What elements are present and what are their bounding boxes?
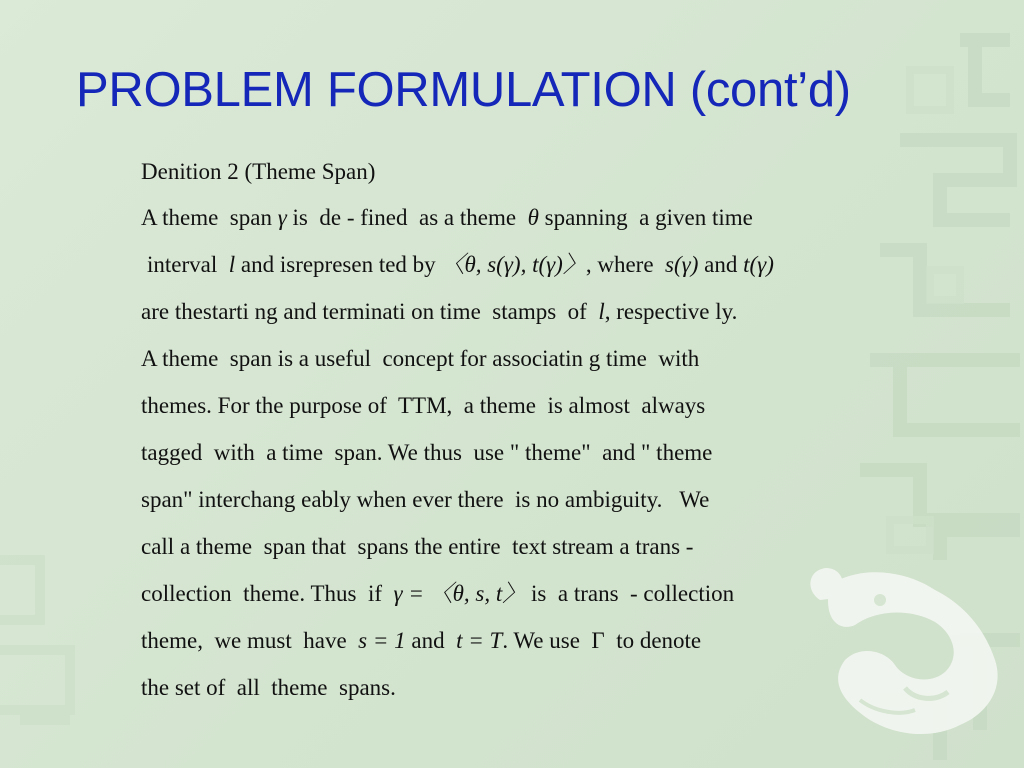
body-line-4 [141, 335, 901, 382]
text-segment: themes. For the purpose of TTM, a theme is almost always [141, 393, 706, 418]
text-segment: and isrepresen ted by [235, 252, 442, 277]
text-segment: , respective ly. [604, 299, 738, 324]
text-segment: is a trans - collection [525, 581, 735, 606]
text-segment: and [698, 252, 744, 277]
text-segment: A theme span [141, 205, 278, 230]
text-segment: spanning a given time [538, 205, 753, 230]
math-segment: s(γ) [665, 252, 699, 277]
text-segment: collection theme. Thus if [141, 581, 394, 606]
text-segment: the set of all theme spans. [141, 675, 396, 700]
body-line-9 [141, 570, 901, 617]
math-segment: l [598, 299, 605, 324]
math-segment: t(γ) [743, 252, 774, 277]
body-line-3 [141, 288, 901, 335]
text-segment: and [405, 628, 457, 653]
text-segment: span" interchang eably when ever there is no ambiguity. We [141, 487, 710, 512]
body-line-10 [141, 617, 901, 664]
text-segment: is de - fined as a theme [286, 205, 528, 230]
text-segment: A theme span is a useful concept for associatin g time with [141, 346, 700, 371]
text-segment: are thestarti ng and terminati on time stamps of [141, 299, 599, 324]
slide-body [141, 150, 901, 711]
math-segment: s = 1 [358, 628, 406, 653]
math-segment: 〈θ, s(γ), t(γ)〉 [441, 252, 586, 277]
math-segment: γ [277, 205, 287, 230]
slide-title: PROBLEM FORMULATION (cont’d) [76, 63, 851, 117]
math-segment: θ [527, 205, 539, 230]
math-segment: l [228, 252, 236, 277]
text-segment: interval [147, 252, 229, 277]
text-segment: tagged with a time span. We thus use " theme" and " theme [141, 440, 713, 465]
text-segment: theme, we must have [141, 628, 359, 653]
body-line-2 [141, 241, 901, 288]
body-line-1 [141, 194, 901, 241]
text-segment: call a theme span that spans the entire text stream a trans - [141, 534, 694, 559]
math-segment: t = T [456, 628, 503, 653]
body-line-5 [141, 382, 901, 429]
body-line-6 [141, 429, 901, 476]
text-segment: . We use Γ to denote [502, 628, 702, 653]
definition-heading: Denition 2 (Theme Span) [141, 159, 376, 184]
body-line-11 [141, 664, 901, 711]
math-segment: γ = 〈θ, s, t〉 [393, 581, 526, 606]
body-line-7 [141, 476, 901, 523]
body-line-8 [141, 523, 901, 570]
text-segment: , where [585, 252, 666, 277]
